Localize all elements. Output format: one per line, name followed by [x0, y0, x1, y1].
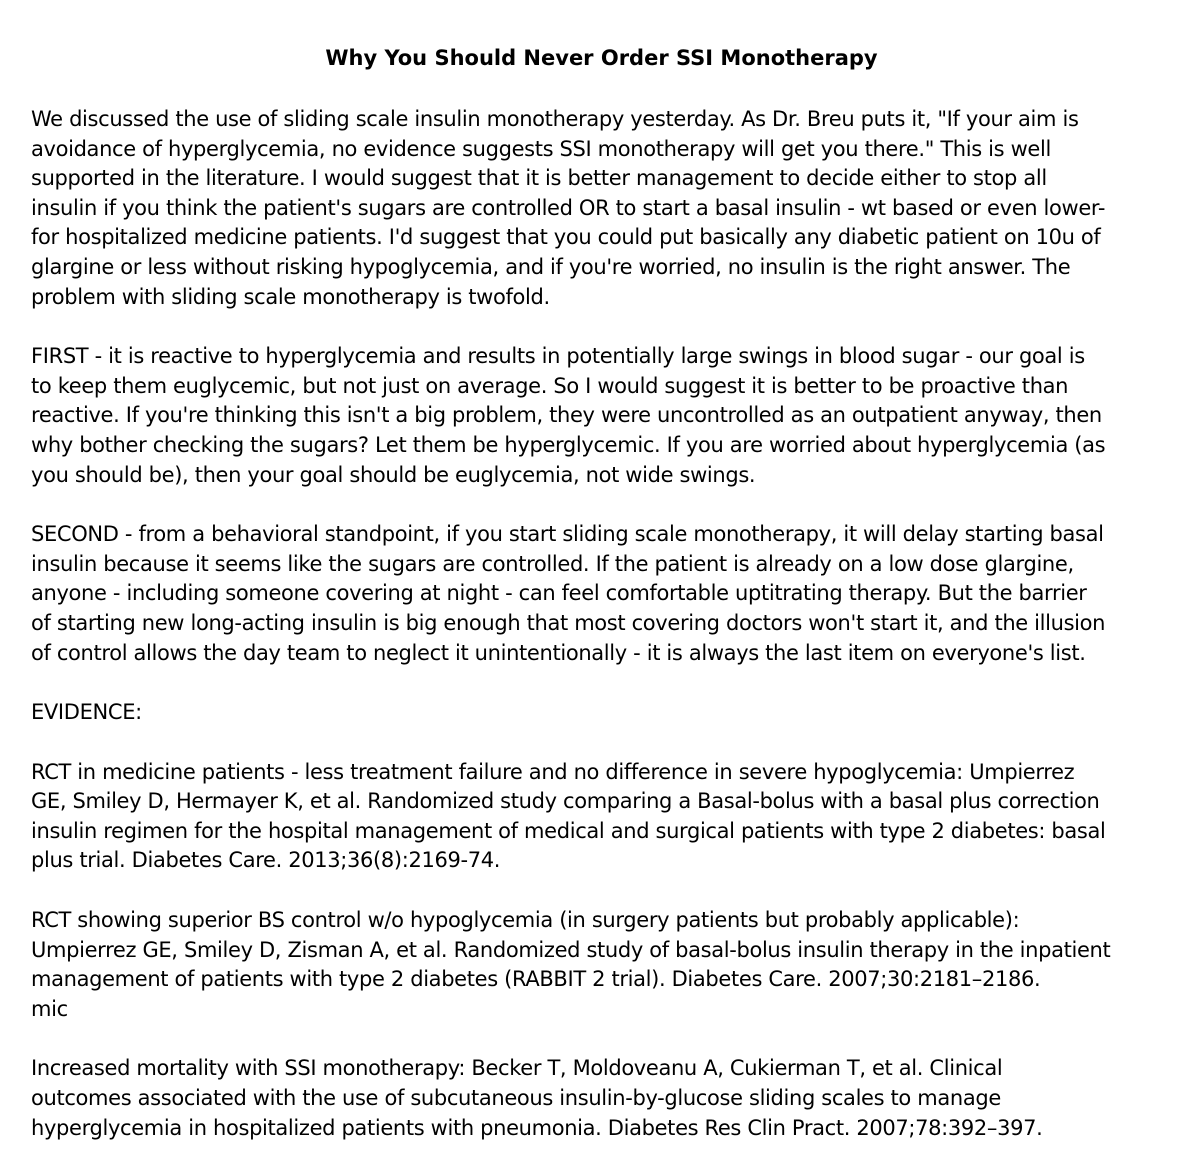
document-title: Why You Should Never Order SSI Monotherapy [325, 46, 878, 70]
text-line: plus trial. Diabetes Care. 2013;36(8):2169-74. [31, 848, 501, 873]
text-line: EVIDENCE: [31, 700, 142, 725]
text-line: insulin because it seems like the sugars are controlled. If the patient is already on a low dose glargine, [31, 551, 1074, 576]
text-line: outcomes associated with the use of subcutaneous insulin-by-glucose sliding scales to manage [31, 1086, 1001, 1111]
text-line: insulin regimen for the hospital management of medical and surgical patients with type 2 diabetes: basal [31, 818, 1106, 843]
text-line: of control allows the day team to neglect it unintentionally - it is always the last item on everyone's list. [31, 640, 1086, 665]
text-line: anyone - including someone covering at night - can feel comfortable uptitrating therapy. But the barrier [31, 581, 1087, 606]
text-line: We discussed the use of sliding scale insulin monotherapy yesterday. As Dr. Breu puts it, "If your aim is [31, 107, 1079, 131]
text-line: GE, Smiley D, Hermayer K, et al. Randomized study comparing a Basal-bolus with a basal plus correction [31, 789, 1100, 814]
reference-rabbit-2 [31, 906, 1189, 1024]
text-line: mic [31, 996, 68, 1021]
text-line: Increased mortality with SSI monotherapy: Becker T, Moldoveanu A, Cukierman T, et al. Clinical [31, 1056, 1003, 1081]
reference-basal-plus [31, 758, 1189, 876]
document-page [31, 44, 1189, 1143]
text-line: to keep them euglycemic, but not just on average. So I would suggest it is better to be proactive than [31, 373, 1069, 398]
text-line: FIRST - it is reactive to hyperglycemia and results in potentially large swings in blood sugar - our goal is [31, 344, 1085, 369]
first-point-paragraph [31, 342, 1189, 490]
text-line: why bother checking the sugars? Let them be hyperglycemic. If you are worried about hyperglycemia (as [31, 432, 1106, 457]
reference-mortality [31, 1054, 1189, 1143]
second-point-paragraph [31, 520, 1189, 668]
text-line: reactive. If you're thinking this isn't a big problem, they were uncontrolled as an outpatient anyway, then [31, 403, 1102, 428]
text-line: problem with sliding scale monotherapy is twofold. [31, 284, 550, 309]
intro-paragraph [31, 105, 1189, 312]
text-line: RCT in medicine patients - less treatment failure and no difference in severe hypoglycemia: Umpierrez [31, 759, 1075, 784]
text-line: of starting new long-acting insulin is big enough that most covering doctors won't start it, and the illusion [31, 610, 1106, 635]
text-line: glargine or less without risking hypoglycemia, and if you're worried, no insulin is the right answer. The [31, 254, 1071, 279]
text-line: hyperglycemia in hospitalized patients with pneumonia. Diabetes Res Clin Pract. 2007;78:392–397. [31, 1115, 1043, 1140]
text-line: you should be), then your goal should be euglycemia, not wide swings. [31, 462, 756, 487]
text-line: Umpierrez GE, Smiley D, Zisman A, et al. Randomized study of basal-bolus insulin therapy in the inpatient [31, 937, 1111, 962]
text-line: management of patients with type 2 diabetes (RABBIT 2 trial). Diabetes Care. 2007;30:2181–2186. [31, 967, 1041, 992]
text-line: insulin if you think the patient's sugars are controlled OR to start a basal insulin - wt based or even lower- [31, 195, 1106, 220]
evidence-heading [31, 698, 1189, 728]
text-line: SECOND - from a behavioral standpoint, if you start sliding scale monotherapy, it will delay starting basal [31, 522, 1104, 547]
text-line: avoidance of hyperglycemia, no evidence suggests SSI monotherapy will get you there." This is well [31, 136, 1051, 161]
text-line: for hospitalized medicine patients. I'd suggest that you could put basically any diabetic patient on 10u of [31, 225, 1101, 250]
text-line: supported in the literature. I would suggest that it is better management to decide either to stop all [31, 166, 1047, 191]
text-line: RCT showing superior BS control w/o hypoglycemia (in surgery patients but probably applicable): [31, 908, 1020, 933]
